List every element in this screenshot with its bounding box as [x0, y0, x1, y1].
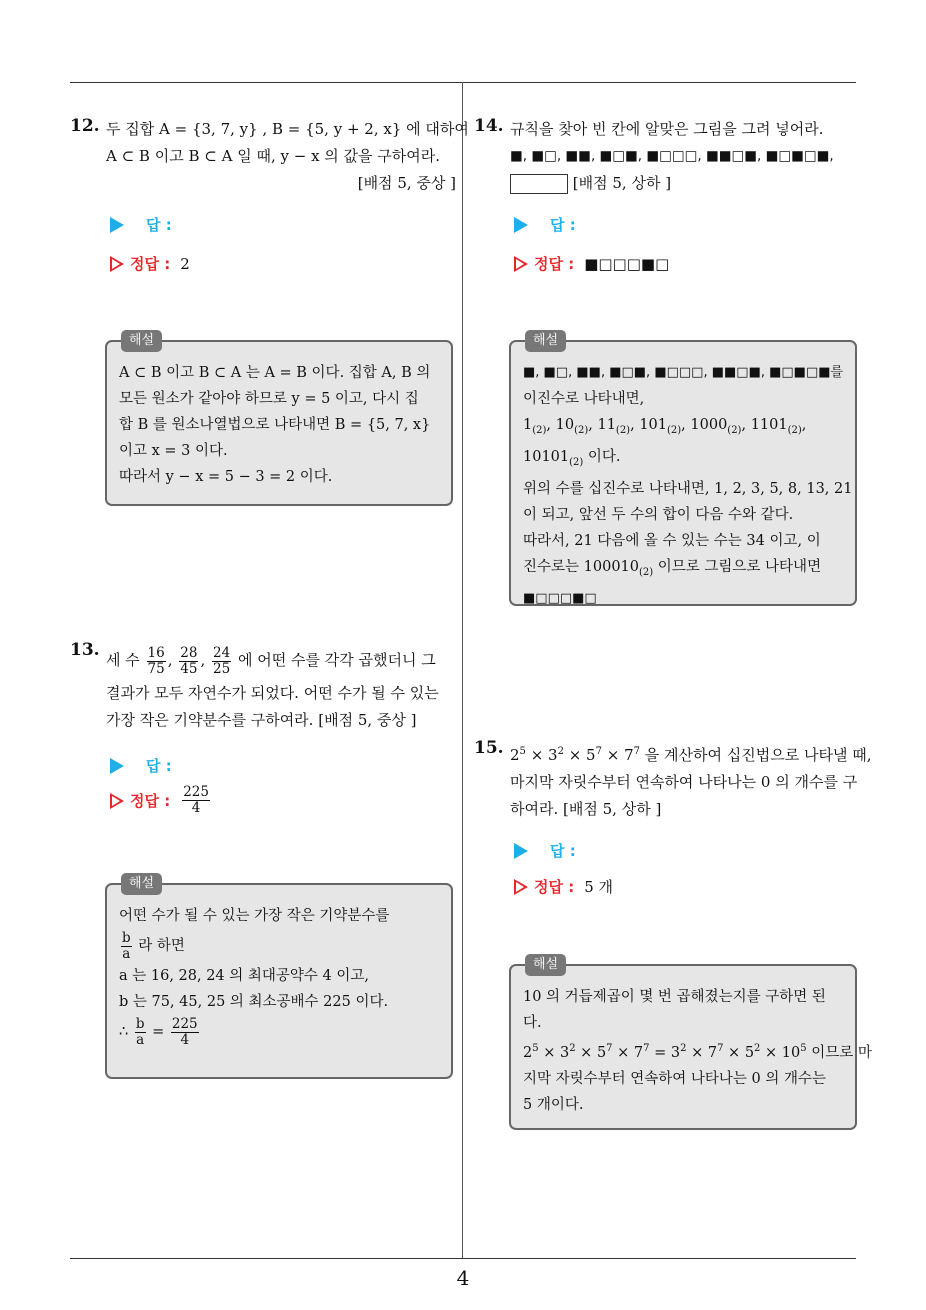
outline-triangle-icon — [514, 256, 528, 272]
correct-value: 5 개 — [584, 878, 614, 896]
answer-label: 답 : — [146, 757, 172, 775]
pattern-sequence: ■, ■□, ■■, ■□■, ■□□□, ■■□■, ■□■□■, — [510, 148, 834, 164]
explanation-tab: 해설 — [121, 873, 162, 895]
problem-number: 15. — [474, 738, 504, 758]
power-expression: $2^5 \times 3^2 \times 5^7 \times 7^7 = 3^2 \times 7^7 \times 5^2 \times 10^5$ — [523, 1043, 807, 1061]
problem-text: 세 수 — [106, 651, 140, 669]
explanation-line: $2^5 \times 3^2 \times 5^7 \times 7^7 = 3^2 \times 7^7 \times 5^2 \times 10^5$ 이므로 마 — [523, 1043, 872, 1061]
explanation-tab: 해설 — [121, 330, 162, 352]
explanation-tab: 해설 — [525, 954, 566, 976]
explanation-line: ∴ $\frac{b}{a}$ = $\frac{225}{4}$ — [119, 1015, 198, 1048]
explanation-line: 10 의 거듭제곱이 몇 번 곱해졌는지를 구하면 된 — [523, 989, 826, 1005]
explanation-line: 진수로는 $100010_{(2)}$ 이므로 그림으로 나타내면 — [523, 558, 822, 578]
explanation-line: 이고 x = 3 이다. — [119, 443, 228, 459]
correct-value: ■□□□■□ — [584, 254, 670, 273]
blank-box — [510, 174, 568, 194]
explanation-line: ■, ■□, ■■, ■□■, ■□□□, ■■□■, ■□■□■를 — [523, 365, 844, 380]
answer-label: 답 : — [146, 216, 172, 234]
score-label: [배점 5, 중상 ] — [357, 174, 456, 192]
correct-answer-row — [514, 253, 669, 274]
outline-triangle-icon — [110, 793, 124, 809]
fraction: $\frac{b}{a}$ — [135, 1015, 145, 1048]
problem-text: 규칙을 찾아 빈 칸에 알맞은 그림을 그려 넣어라. — [510, 120, 824, 138]
explanation-tab: 해설 — [525, 330, 566, 352]
answer-row — [514, 840, 576, 861]
problem-text: 에 어떤 수를 각각 곱했더니 그 — [237, 651, 436, 669]
correct-answer-row — [514, 876, 613, 897]
problem-text: 결과가 모두 자연수가 되었다. 어떤 수가 될 수 있는 — [106, 684, 439, 702]
answer-label: 답 : — [550, 842, 576, 860]
correct-label: 정답 : — [130, 792, 171, 810]
answer-row — [110, 755, 172, 776]
fraction: $\frac{24}{25}$ — [213, 644, 231, 677]
explanation-line: 어떤 수가 될 수 있는 가장 작은 기약분수를 — [119, 908, 390, 924]
problem-number: 12. — [70, 116, 100, 136]
explanation-line: 5 개이다. — [523, 1096, 584, 1113]
fraction: $\frac{225}{4}$ — [171, 1015, 198, 1048]
explanation-line: $1_{(2)}$, $10_{(2)}$, $11_{(2)}$, $101_{(2)}$, $1000_{(2)}$, $1101_{(2)}$, — [523, 417, 807, 436]
problem-15 — [474, 738, 872, 823]
score-label: [배점 5, 상하 ] — [572, 174, 672, 192]
explanation-line: 따라서 y − x = 5 − 3 = 2 이다. — [119, 469, 333, 485]
column-divider — [462, 82, 463, 1258]
correct-answer-row — [110, 253, 190, 274]
page-number: 4 — [456, 1266, 470, 1290]
correct-value-fraction: $\frac{225}{4}$ — [183, 784, 209, 816]
problem-text: $2^5 \times 3^2 \times 5^7 \times 7^7$ 을 계산하여 십진법으로 나타낼 때, — [510, 746, 872, 764]
explanation-line: 이진수로 나타내면, — [523, 391, 645, 407]
explanation-line: 위의 수를 십진수로 나타내면, 1, 2, 3, 5, 8, 13, 21 — [523, 480, 853, 497]
play-icon — [110, 217, 124, 233]
explanation-box — [509, 333, 857, 606]
score-label: [배점 5, 상하 ] — [563, 800, 662, 818]
fraction: $\frac{b}{a}$ — [122, 929, 131, 962]
problem-text: A ⊂ B 이고 B ⊂ A 일 때, y − x 의 값을 구하여라. — [106, 147, 441, 165]
fraction: $\frac{16}{75}$ — [147, 644, 165, 677]
explanation-line: 다. — [523, 1015, 542, 1031]
problem-text: 두 집합 A = {3, 7, y} , B = {5, y + 2, x} 에 대하여 — [106, 120, 469, 138]
correct-label: 정답 : — [534, 878, 575, 896]
explanation-line: b 는 75, 45, 25 의 최소공배수 225 이다. — [119, 994, 389, 1010]
play-icon — [514, 843, 528, 859]
explanation-line: 지막 자릿수부터 연속하여 나타나는 0 의 개수는 — [523, 1070, 827, 1087]
explanation-box — [105, 876, 453, 1079]
top-rule — [70, 82, 856, 83]
explanation-box — [105, 333, 453, 506]
explanation-line: $\frac{b}{a}$ 라 하면 — [122, 929, 185, 962]
explanation-line: ■□□□■□ — [523, 590, 597, 606]
explanation-line: A ⊂ B 이고 B ⊂ A 는 A = B 이다. 집합 A, B 의 — [119, 365, 431, 381]
correct-label: 정답 : — [130, 255, 171, 273]
outline-triangle-icon — [110, 256, 124, 272]
power-expression: $2^5 \times 3^2 \times 5^7 \times 7^7$ — [510, 746, 641, 764]
problem-13: 13. 세 수 $\frac{16}{75}$ , $\frac{28}{45}$ , $\frac{24}{25}$ 에 어떤 수를 각각 곱했더니 그 결과가 모두 자연수가 되었다. 어떤 수가 될 수 있는 가장 작은 기약분수를 구하여라. [배점 5, 중상 ] — [70, 640, 456, 734]
correct-answer-row — [110, 785, 212, 816]
explanation-line: 따라서, 21 다음에 올 수 있는 수는 34 이고, 이 — [523, 532, 821, 549]
answer-row — [514, 214, 576, 235]
outline-triangle-icon — [514, 879, 528, 895]
problem-text: 마지막 자릿수부터 연속하여 나타나는 0 의 개수를 구 — [510, 773, 858, 791]
explanation-line: 합 B 를 원소나열법으로 나타내면 B = {5, 7, x} — [119, 417, 431, 433]
explanation-line: $10101_{(2)}$ 이다. — [523, 448, 621, 468]
problem-14 — [474, 116, 860, 197]
problem-text: 가장 작은 기약분수를 구하여라. — [106, 711, 314, 729]
answer-label: 답 : — [550, 216, 576, 234]
problem-number: 13. — [70, 640, 100, 660]
explanation-line: a 는 16, 28, 24 의 최대공약수 4 이고, — [119, 968, 369, 984]
bottom-rule — [70, 1258, 856, 1259]
fraction: $\frac{28}{45}$ — [180, 644, 198, 677]
problem-number: 14. — [474, 116, 504, 136]
explanation-line: 이 되고, 앞선 두 수의 합이 다음 수와 같다. — [523, 506, 794, 523]
problem-text: 하여라. — [510, 800, 559, 818]
score-label: [배점 5, 중상 ] — [318, 711, 417, 729]
correct-label: 정답 : — [534, 255, 575, 273]
explanation-line: 모든 원소가 같아야 하므로 y = 5 이고, 다시 집 — [119, 391, 419, 407]
play-icon — [514, 217, 528, 233]
play-icon — [110, 758, 124, 774]
answer-row — [110, 214, 172, 235]
problem-12 — [70, 116, 469, 197]
explanation-box — [509, 957, 872, 1130]
correct-value: 2 — [180, 254, 190, 273]
